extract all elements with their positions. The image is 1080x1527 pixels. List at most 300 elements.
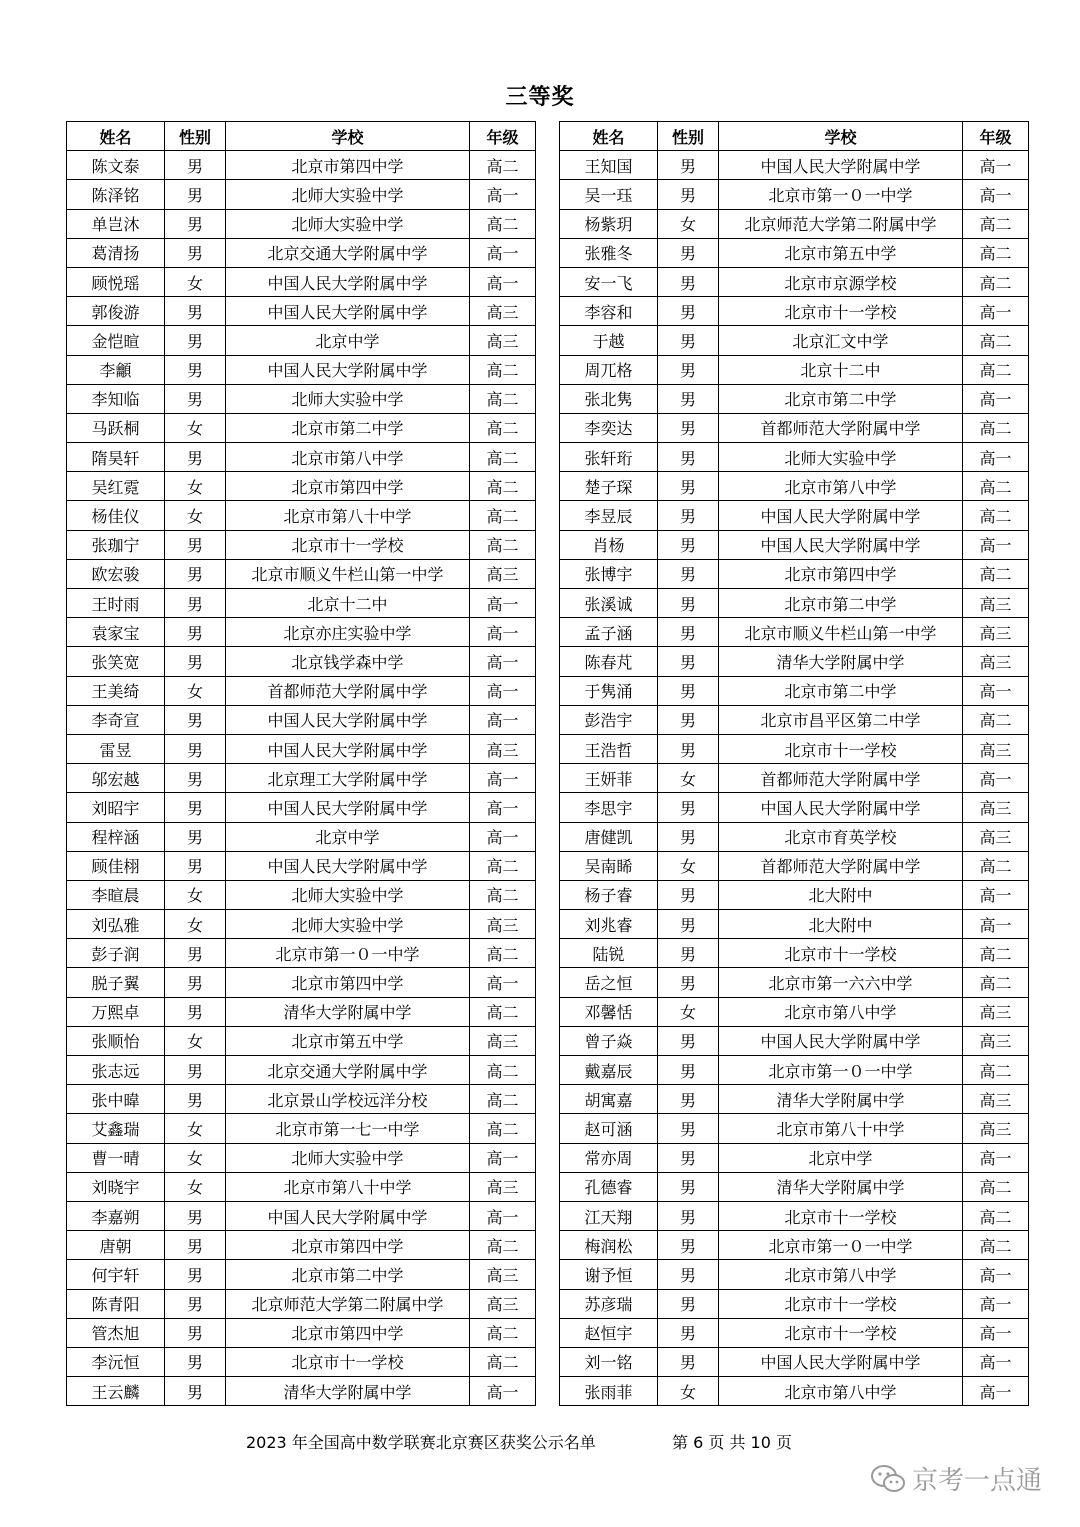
cell-gender: 男 [658,384,719,413]
cell-grade: 高一 [470,589,536,618]
cell-name: 隋昊轩 [67,443,165,472]
table-row [67,939,536,968]
cell-name: 张笑宽 [67,647,165,676]
cell-gender: 女 [165,676,226,705]
cell-grade: 高一 [963,443,1029,472]
cell-name: 刘弘雅 [67,910,165,939]
table-row [560,764,1029,793]
cell-gender: 男 [658,939,719,968]
cell-name: 戴嘉辰 [560,1056,658,1085]
cell-gender: 男 [165,180,226,209]
cell-school: 北京市第二中学 [719,676,963,705]
table-row [67,151,536,180]
table-row [67,1172,536,1201]
cell-school: 北京市第一０一中学 [719,1056,963,1085]
table-row [560,297,1029,326]
cell-school: 北京市第二中学 [719,384,963,413]
cell-name: 唐健凯 [560,822,658,851]
cell-name: 邬宏越 [67,764,165,793]
cell-name: 杨佳仪 [67,501,165,530]
cell-name: 李奕达 [560,413,658,442]
cell-name: 张中暐 [67,1085,165,1114]
cell-name: 雷昱 [67,734,165,763]
table-row [560,1056,1029,1085]
table-row [67,734,536,763]
cell-school: 北京市第八中学 [719,997,963,1026]
cell-name: 顾佳栩 [67,851,165,880]
table-row [67,413,536,442]
cell-school: 中国人民大学附属中学 [226,1201,470,1230]
cell-gender: 男 [165,559,226,588]
cell-name: 李暄晨 [67,880,165,909]
cell-name: 程梓涵 [67,822,165,851]
cell-gender: 男 [658,1347,719,1376]
table-row [560,1318,1029,1347]
cell-gender: 男 [658,647,719,676]
cell-gender: 男 [658,559,719,588]
cell-gender: 男 [165,151,226,180]
table-row [560,1231,1029,1260]
cell-school: 北京市第八中学 [226,443,470,472]
cell-school: 北京景山学校远洋分校 [226,1085,470,1114]
cell-gender: 男 [658,1056,719,1085]
cell-name: 张溪诚 [560,589,658,618]
cell-school: 北大附中 [719,910,963,939]
cell-school: 中国人民大学附属中学 [226,267,470,296]
table-row [67,1056,536,1085]
cell-grade: 高二 [963,267,1029,296]
cell-grade: 高二 [963,939,1029,968]
cell-name: 王时雨 [67,589,165,618]
cell-school: 北京市育英学校 [719,822,963,851]
cell-name: 艾鑫瑞 [67,1114,165,1143]
cell-gender: 女 [658,209,719,238]
cell-gender: 女 [658,997,719,1026]
cell-name: 彭子润 [67,939,165,968]
cell-gender: 男 [165,1289,226,1318]
cell-gender: 女 [165,880,226,909]
table-row [67,793,536,822]
cell-name: 江天翔 [560,1201,658,1230]
cell-grade: 高二 [470,1231,536,1260]
cell-grade: 高二 [470,997,536,1026]
cell-school: 北京市第四中学 [226,472,470,501]
cell-grade: 高三 [963,1026,1029,1055]
cell-school: 北师大实验中学 [226,384,470,413]
cell-grade: 高二 [470,1085,536,1114]
cell-grade: 高一 [470,238,536,267]
cell-school: 北京市第四中学 [226,968,470,997]
cell-grade: 高三 [963,822,1029,851]
cell-school: 北京市十一学校 [719,1289,963,1318]
cell-school: 首都师范大学附属中学 [719,851,963,880]
cell-school: 清华大学附属中学 [226,997,470,1026]
table-row [67,1347,536,1376]
table-row [67,1231,536,1260]
cell-name: 李知临 [67,384,165,413]
cell-name: 陈青阳 [67,1289,165,1318]
table-row [67,326,536,355]
cell-school: 北师大实验中学 [719,443,963,472]
cell-school: 北京市第八中学 [719,1377,963,1406]
cell-grade: 高二 [470,880,536,909]
cell-grade: 高三 [470,559,536,588]
cell-name: 管杰旭 [67,1318,165,1347]
table-row [560,676,1029,705]
cell-name: 彭浩宇 [560,705,658,734]
header-gender: 性别 [165,122,226,151]
cell-gender: 男 [658,151,719,180]
cell-school: 中国人民大学附属中学 [719,151,963,180]
cell-grade: 高二 [963,1172,1029,1201]
cell-name: 金恺暄 [67,326,165,355]
table-row [560,1377,1029,1406]
cell-gender: 男 [658,1172,719,1201]
cell-name: 梅润松 [560,1231,658,1260]
cell-school: 北京市第二中学 [226,1260,470,1289]
cell-grade: 高一 [963,1318,1029,1347]
cell-grade: 高一 [963,910,1029,939]
cell-gender: 男 [165,968,226,997]
cell-gender: 女 [165,910,226,939]
table-row [560,501,1029,530]
cell-school: 北京市十一学校 [719,1201,963,1230]
cell-school: 北京交通大学附属中学 [226,1056,470,1085]
cell-gender: 男 [165,384,226,413]
cell-name: 葛清扬 [67,238,165,267]
table-row [560,355,1029,384]
cell-grade: 高一 [963,1289,1029,1318]
cell-grade: 高二 [963,1231,1029,1260]
table-row [560,443,1029,472]
cell-school: 北京市第四中学 [226,1231,470,1260]
cell-grade: 高二 [963,238,1029,267]
table-row [67,764,536,793]
cell-gender: 女 [165,1026,226,1055]
cell-name: 刘兆睿 [560,910,658,939]
cell-school: 中国人民大学附属中学 [719,793,963,822]
cell-grade: 高二 [963,326,1029,355]
cell-school: 清华大学附属中学 [719,647,963,676]
cell-name: 吴南睎 [560,851,658,880]
cell-gender: 男 [658,793,719,822]
cell-grade: 高二 [963,968,1029,997]
cell-school: 北京师范大学第二附属中学 [719,209,963,238]
cell-gender: 男 [165,764,226,793]
cell-gender: 男 [165,238,226,267]
cell-name: 安一飞 [560,267,658,296]
cell-gender: 女 [165,501,226,530]
table-row [560,589,1029,618]
cell-gender: 男 [658,297,719,326]
table-row [560,997,1029,1026]
cell-school: 北京市第一七一中学 [226,1114,470,1143]
cell-gender: 男 [658,1260,719,1289]
cell-name: 胡寓嘉 [560,1085,658,1114]
cell-gender: 女 [165,413,226,442]
cell-name: 李沅恒 [67,1347,165,1376]
table-row [67,472,536,501]
table-row [560,180,1029,209]
header-name: 姓名 [67,122,165,151]
cell-name: 曾子焱 [560,1026,658,1055]
cell-grade: 高一 [963,384,1029,413]
cell-school: 首都师范大学附属中学 [226,676,470,705]
cell-grade: 高三 [470,1289,536,1318]
cell-grade: 高三 [963,589,1029,618]
cell-gender: 男 [658,443,719,472]
cell-name: 孟子涵 [560,618,658,647]
cell-school: 北师大实验中学 [226,880,470,909]
cell-school: 中国人民大学附属中学 [226,705,470,734]
header-grade: 年级 [963,122,1029,151]
cell-grade: 高三 [963,618,1029,647]
cell-grade: 高一 [470,1377,536,1406]
table-row [67,589,536,618]
table-row [67,1143,536,1172]
cell-grade: 高一 [470,968,536,997]
table-row [67,384,536,413]
cell-grade: 高一 [963,1347,1029,1376]
cell-grade: 高二 [963,501,1029,530]
cell-gender: 男 [165,1056,226,1085]
cell-grade: 高三 [470,297,536,326]
table-row [560,151,1029,180]
cell-gender: 男 [658,501,719,530]
cell-grade: 高一 [963,151,1029,180]
cell-school: 北京市第八十中学 [226,1172,470,1201]
cell-name: 何宇轩 [67,1260,165,1289]
table-row [67,618,536,647]
cell-gender: 女 [658,851,719,880]
cell-name: 王妍菲 [560,764,658,793]
table-row [67,1260,536,1289]
cell-grade: 高二 [470,443,536,472]
cell-name: 陈春芃 [560,647,658,676]
cell-gender: 男 [165,1201,226,1230]
cell-gender: 男 [658,1201,719,1230]
cell-name: 赵可涵 [560,1114,658,1143]
cell-school: 北京市第四中学 [226,151,470,180]
cell-school: 中国人民大学附属中学 [719,530,963,559]
cell-grade: 高二 [963,209,1029,238]
cell-grade: 高二 [963,472,1029,501]
cell-grade: 高二 [470,530,536,559]
cell-name: 马跃桐 [67,413,165,442]
cell-school: 中国人民大学附属中学 [719,1026,963,1055]
wechat-icon [870,1464,906,1494]
table-row [560,472,1029,501]
table-row [67,559,536,588]
cell-name: 常亦周 [560,1143,658,1172]
cell-name: 吴一珏 [560,180,658,209]
cell-grade: 高二 [470,472,536,501]
cell-gender: 男 [165,822,226,851]
cell-gender: 男 [165,209,226,238]
cell-school: 北京十二中 [719,355,963,384]
cell-grade: 高一 [963,676,1029,705]
cell-grade: 高二 [470,1114,536,1143]
cell-name: 顾悦瑶 [67,267,165,296]
table-row [560,1172,1029,1201]
cell-gender: 男 [165,1260,226,1289]
cell-grade: 高二 [963,705,1029,734]
cell-school: 北师大实验中学 [226,910,470,939]
table-row [67,822,536,851]
cell-school: 北京汇文中学 [719,326,963,355]
cell-grade: 高三 [963,793,1029,822]
cell-grade: 高三 [470,1026,536,1055]
cell-gender: 男 [658,589,719,618]
cell-grade: 高二 [470,151,536,180]
cell-school: 北京市第四中学 [719,559,963,588]
cell-gender: 男 [165,734,226,763]
cell-name: 李嘉朔 [67,1201,165,1230]
cell-name: 杨紫玥 [560,209,658,238]
table-row [560,851,1029,880]
cell-gender: 男 [165,1347,226,1376]
cell-gender: 男 [165,443,226,472]
cell-name: 张北隽 [560,384,658,413]
table-row [560,559,1029,588]
cell-school: 北京师范大学第二附属中学 [226,1289,470,1318]
table-row [560,1289,1029,1318]
cell-grade: 高三 [963,997,1029,1026]
table-row [67,676,536,705]
cell-school: 清华大学附属中学 [719,1085,963,1114]
cell-grade: 高一 [963,1377,1029,1406]
cell-grade: 高一 [470,647,536,676]
table-row [560,209,1029,238]
cell-name: 李龥 [67,355,165,384]
cell-gender: 男 [658,822,719,851]
cell-name: 赵恒宇 [560,1318,658,1347]
cell-name: 苏彦瑞 [560,1289,658,1318]
cell-grade: 高二 [470,1347,536,1376]
cell-school: 中国人民大学附属中学 [719,1347,963,1376]
cell-grade: 高一 [470,705,536,734]
cell-name: 肖杨 [560,530,658,559]
cell-gender: 男 [165,297,226,326]
footer-page-info: 第 6 页 共 10 页 [672,1433,792,1452]
cell-school: 北京亦庄实验中学 [226,618,470,647]
cell-gender: 男 [165,705,226,734]
cell-school: 北京中学 [226,326,470,355]
cell-gender: 男 [165,326,226,355]
cell-name: 陈泽铭 [67,180,165,209]
cell-gender: 女 [165,1114,226,1143]
cell-grade: 高三 [963,1085,1029,1114]
table-row [560,1347,1029,1376]
cell-school: 北京市第一０一中学 [719,1231,963,1260]
table-row [560,618,1029,647]
cell-name: 王云麟 [67,1377,165,1406]
cell-name: 张珈宁 [67,530,165,559]
cell-grade: 高二 [470,384,536,413]
cell-name: 刘昭宇 [67,793,165,822]
header-name: 姓名 [560,122,658,151]
cell-gender: 男 [165,793,226,822]
cell-school: 北京市第五中学 [226,1026,470,1055]
cell-grade: 高一 [470,180,536,209]
table-header-row [67,122,536,151]
cell-grade: 高二 [470,501,536,530]
cell-gender: 女 [658,764,719,793]
table-row [560,1201,1029,1230]
cell-gender: 男 [165,589,226,618]
cell-gender: 男 [165,647,226,676]
table-row [67,1377,536,1406]
cell-school: 北师大实验中学 [226,209,470,238]
cell-school: 北京市十一学校 [226,530,470,559]
cell-name: 郭俊游 [67,297,165,326]
table-row [67,880,536,909]
cell-gender: 男 [658,267,719,296]
table-row [67,355,536,384]
cell-gender: 男 [658,968,719,997]
cell-grade: 高一 [963,1143,1029,1172]
cell-name: 于隽涌 [560,676,658,705]
cell-grade: 高一 [470,822,536,851]
cell-gender: 男 [658,1143,719,1172]
cell-gender: 男 [658,413,719,442]
cell-gender: 女 [165,1143,226,1172]
table-row [67,180,536,209]
cell-school: 北京市第二中学 [719,589,963,618]
cell-school: 北京交通大学附属中学 [226,238,470,267]
cell-school: 北京市第八十中学 [226,501,470,530]
cell-grade: 高二 [470,209,536,238]
cell-school: 中国人民大学附属中学 [226,734,470,763]
cell-name: 陈文泰 [67,151,165,180]
cell-name: 李昱辰 [560,501,658,530]
cell-grade: 高二 [963,1201,1029,1230]
award-table-left [66,121,536,1406]
cell-grade: 高二 [963,559,1029,588]
cell-school: 中国人民大学附属中学 [226,355,470,384]
table-row [560,880,1029,909]
cell-grade: 高一 [963,180,1029,209]
cell-grade: 高三 [470,910,536,939]
footer-doc-title: 2023 年全国高中数学联赛北京赛区获奖公示名单 [246,1433,596,1452]
page-title: 三等奖 [505,85,575,110]
cell-gender: 男 [658,705,719,734]
cell-school: 清华大学附属中学 [719,1172,963,1201]
cell-grade: 高二 [470,939,536,968]
cell-name: 张博宇 [560,559,658,588]
cell-school: 首都师范大学附属中学 [719,413,963,442]
table-row [67,501,536,530]
table-row [67,530,536,559]
cell-name: 张顺怡 [67,1026,165,1055]
cell-school: 北京市十一学校 [719,297,963,326]
cell-school: 北京市昌平区第二中学 [719,705,963,734]
cell-gender: 女 [658,1377,719,1406]
cell-name: 欧宏骏 [67,559,165,588]
header-school: 学校 [719,122,963,151]
cell-school: 北京市第一０一中学 [226,939,470,968]
cell-name: 王浩哲 [560,734,658,763]
cell-name: 李容和 [560,297,658,326]
cell-school: 北京市十一学校 [719,1318,963,1347]
cell-name: 刘一铭 [560,1347,658,1376]
table-row [67,238,536,267]
table-row [67,1114,536,1143]
cell-gender: 男 [658,910,719,939]
cell-grade: 高三 [963,647,1029,676]
cell-grade: 高一 [963,530,1029,559]
cell-school: 北京市第一０一中学 [719,180,963,209]
